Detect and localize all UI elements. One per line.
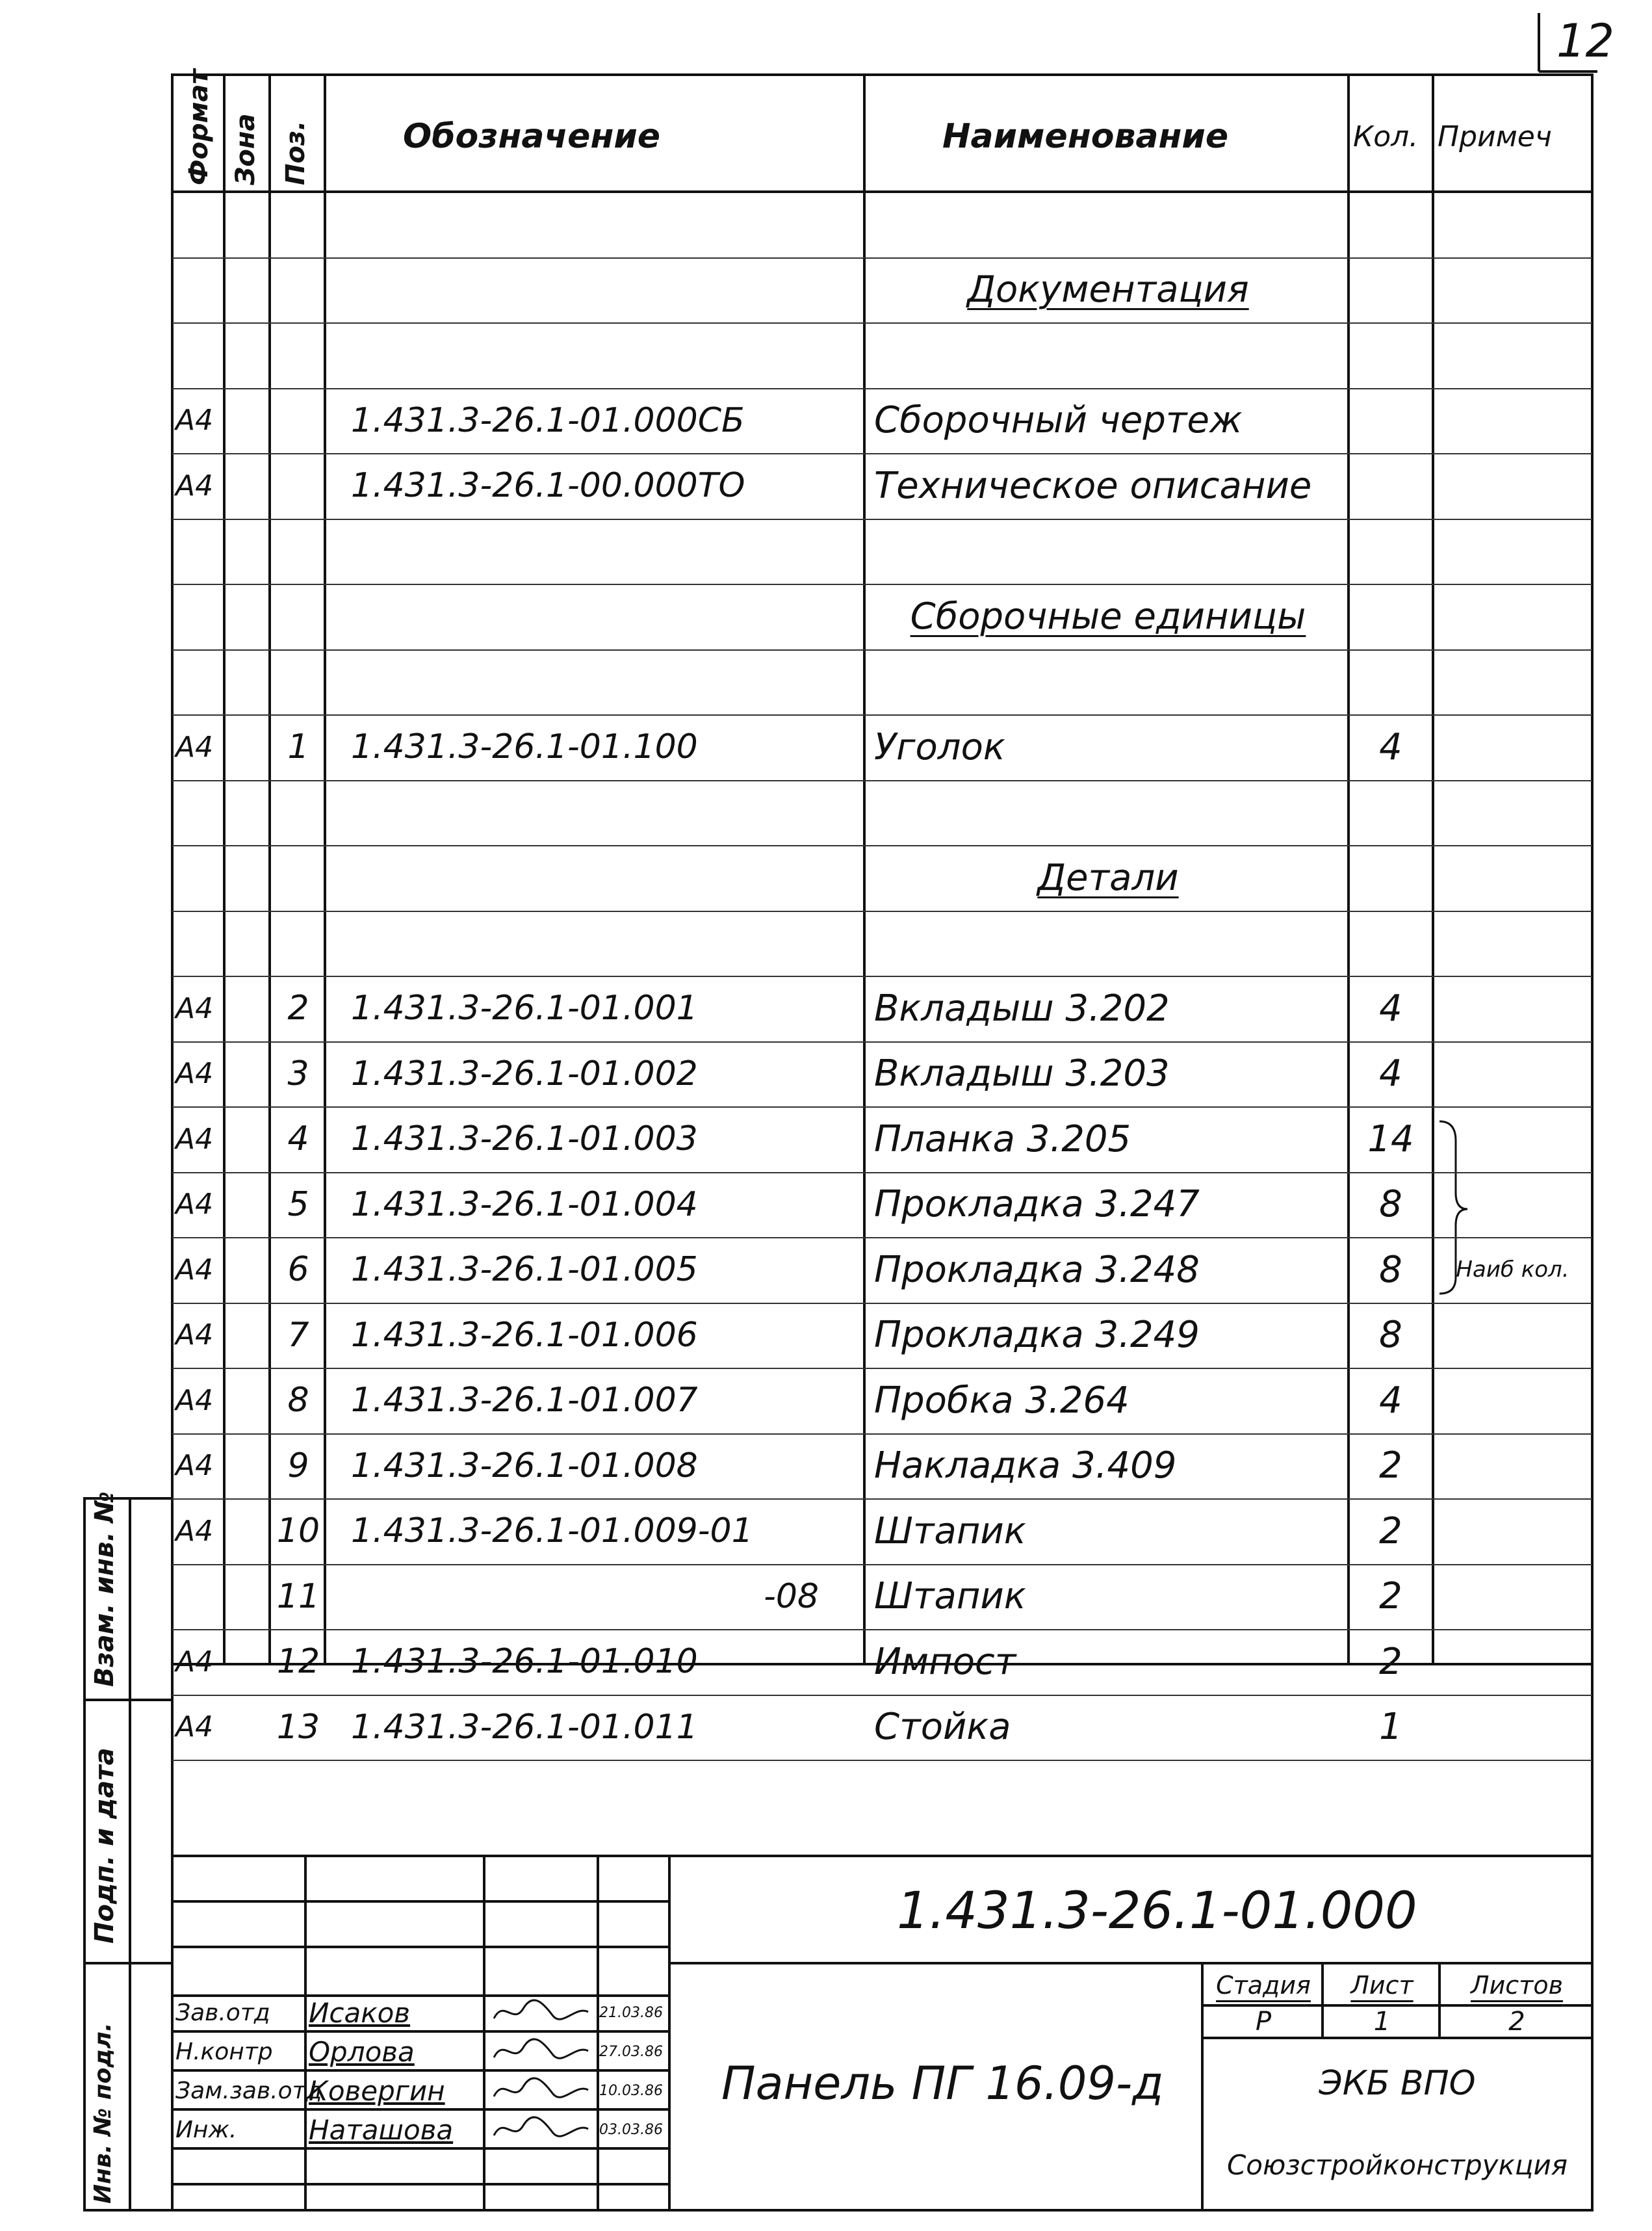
- stage-value: Р: [1255, 2007, 1272, 2037]
- cell-format: [175, 649, 222, 715]
- cell-designation: 1.431.3-26.1-01.006: [351, 1315, 698, 1355]
- cell-pos: 9: [287, 1446, 309, 1485]
- cell-format: [175, 845, 222, 911]
- cell-name: Сборочные единицы: [910, 595, 1306, 638]
- cell-format: [175, 1564, 222, 1630]
- cell-format: А4: [175, 469, 214, 502]
- cell-designation: [351, 845, 858, 911]
- cell-name: Сборочный чертеж: [874, 399, 1243, 442]
- cell-note: [1436, 911, 1589, 976]
- approver-name: Орлова: [309, 2035, 415, 2068]
- cell-zone: [227, 192, 268, 257]
- cell-designation: 1.431.3-26.1-01.001: [351, 989, 698, 1028]
- cell-name: [874, 322, 1342, 388]
- cell-note: [1436, 1433, 1589, 1499]
- cell-qty: [1352, 257, 1430, 323]
- approver-role: Зам.зав.отд: [175, 2077, 322, 2104]
- side-stamp-inv-dup: Взам. инв. №: [90, 1491, 120, 1687]
- cell-zone: [227, 584, 268, 649]
- cell-pos: 1: [287, 727, 309, 767]
- org-line-2: Союзстройконструкция: [1226, 2148, 1568, 2181]
- header-zone: Зона: [231, 113, 261, 185]
- sheets-value: 2: [1508, 2007, 1525, 2037]
- cell-zone: [227, 1172, 268, 1238]
- cell-note: [1436, 1564, 1589, 1630]
- cell-format: А4: [175, 991, 214, 1025]
- cell-pos: 3: [287, 1054, 309, 1093]
- cell-qty: [1352, 453, 1430, 519]
- cell-pos: [273, 519, 324, 584]
- cell-designation: [351, 780, 858, 846]
- side-stamp-sign-date: Подп. и дата: [90, 1747, 120, 1944]
- cell-zone: [227, 1498, 268, 1564]
- cell-zone: [227, 1041, 268, 1107]
- cell-qty: [1352, 911, 1430, 976]
- cell-zone: [227, 1106, 268, 1172]
- cell-zone: [227, 322, 268, 388]
- cell-note: [1436, 257, 1589, 323]
- cell-qty: [1352, 649, 1430, 715]
- approval-date: 21.03.86: [599, 2004, 663, 2021]
- cell-note: [1436, 976, 1589, 1041]
- cell-name: Прокладка 3.247: [874, 1183, 1200, 1226]
- cell-designation: 1.431.3-26.1-01.011: [351, 1707, 698, 1747]
- approver-name: Наташова: [309, 2113, 454, 2146]
- cell-pos: 8: [287, 1381, 309, 1420]
- cell-qty: 8: [1379, 1314, 1402, 1357]
- cell-format: А4: [175, 1057, 214, 1091]
- cell-zone: [227, 976, 268, 1041]
- cell-name: [874, 911, 1342, 976]
- cell-note: [1436, 1303, 1589, 1368]
- approval-date: 27.03.86: [599, 2043, 663, 2060]
- cell-designation: 1.431.3-26.1-01.000СБ: [351, 400, 745, 440]
- cell-note: [1436, 1629, 1589, 1695]
- header-qty: Кол.: [1353, 120, 1419, 153]
- cell-note: [1436, 584, 1589, 649]
- signature-mark: [491, 1996, 595, 2028]
- cell-designation: [351, 192, 858, 257]
- cell-pos: [273, 584, 324, 649]
- cell-note: [1436, 322, 1589, 388]
- signature-mark: [491, 2074, 595, 2106]
- cell-note: [1436, 388, 1589, 454]
- sheet-value: 1: [1373, 2007, 1391, 2037]
- cell-name: Вкладыш 3.202: [874, 987, 1170, 1030]
- cell-name: Техническое описание: [874, 464, 1312, 507]
- cell-name: [874, 192, 1342, 257]
- cell-qty: 1: [1379, 1706, 1402, 1749]
- header-designation: Обозначение: [403, 117, 661, 156]
- cell-name: Стойка: [874, 1706, 1011, 1749]
- cell-name: [874, 649, 1342, 715]
- cell-name: Планка 3.205: [874, 1117, 1131, 1160]
- header-pos: Поз.: [281, 120, 311, 185]
- cell-qty: [1352, 322, 1430, 388]
- header-name: Наименование: [942, 117, 1229, 156]
- cell-pos: 4: [287, 1119, 309, 1159]
- cell-qty: [1352, 519, 1430, 584]
- cell-pos: [273, 192, 324, 257]
- cell-name: Прокладка 3.248: [874, 1248, 1200, 1291]
- cell-pos: 2: [287, 989, 309, 1028]
- cell-pos: [273, 649, 324, 715]
- cell-designation: [351, 584, 858, 649]
- cell-format: А4: [175, 404, 214, 437]
- cell-zone: [227, 1303, 268, 1368]
- cell-designation: 1.431.3-26.1-01.003: [351, 1119, 698, 1159]
- cell-qty: 8: [1379, 1183, 1402, 1226]
- stage-label: Стадия: [1216, 1971, 1311, 2000]
- cell-qty: [1352, 780, 1430, 846]
- cell-designation: 1.431.3-26.1-01.100: [351, 727, 698, 767]
- approver-name: Ковергин: [309, 2074, 445, 2107]
- cell-qty: [1352, 388, 1430, 454]
- cell-pos: [273, 388, 324, 454]
- cell-format: А4: [175, 1710, 214, 1744]
- approval-date: 03.03.86: [599, 2121, 663, 2138]
- org-line-1: ЭКБ ВПО: [1319, 2064, 1476, 2103]
- approver-name: Исаков: [309, 1996, 411, 2029]
- cell-pos: 13: [276, 1707, 320, 1747]
- cell-note: Наиб кол.: [1456, 1257, 1569, 1283]
- cell-pos: [273, 453, 324, 519]
- side-stamp-inv-orig: Инв. № подл.: [90, 2022, 116, 2204]
- sheet-label: Лист: [1350, 1971, 1413, 2000]
- cell-note: [1436, 192, 1589, 257]
- cell-qty: 8: [1379, 1248, 1402, 1291]
- cell-name: Уголок: [874, 725, 1005, 768]
- cell-qty: 4: [1379, 1052, 1402, 1095]
- cell-pos: 10: [276, 1511, 320, 1551]
- cell-qty: 2: [1379, 1640, 1402, 1683]
- cell-name: Накладка 3.409: [874, 1444, 1177, 1487]
- cell-format: А4: [175, 1253, 214, 1286]
- cell-designation: 1.431.3-26.1-01.002: [351, 1054, 698, 1093]
- cell-zone: [227, 1695, 268, 1760]
- cell-designation: [351, 519, 858, 584]
- cell-name: [874, 519, 1342, 584]
- cell-format: [175, 911, 222, 976]
- cell-name: Вкладыш 3.203: [874, 1052, 1170, 1095]
- product-name: Панель ПГ 16.09-д: [721, 2057, 1164, 2110]
- cell-pos: 7: [287, 1315, 309, 1355]
- cell-designation: [351, 257, 858, 323]
- cell-designation: -08: [764, 1576, 819, 1616]
- cell-zone: [227, 388, 268, 454]
- cell-designation: [351, 911, 858, 976]
- cell-designation: [351, 322, 858, 388]
- cell-note: [1436, 845, 1589, 911]
- cell-pos: [273, 257, 324, 323]
- cell-format: [175, 780, 222, 846]
- cell-zone: [227, 845, 268, 911]
- signature-mark: [491, 2113, 595, 2145]
- cell-designation: 1.431.3-26.1-01.010: [351, 1642, 698, 1682]
- cell-designation: 1.431.3-26.1-01.009-01: [351, 1511, 753, 1551]
- approver-role: Зав.отд: [175, 1999, 270, 2026]
- cell-pos: 11: [276, 1576, 320, 1616]
- cell-format: А4: [175, 730, 214, 764]
- cell-zone: [227, 1368, 268, 1433]
- cell-note: [1436, 1041, 1589, 1107]
- cell-qty: [1352, 192, 1430, 257]
- cell-note: [1436, 1172, 1589, 1238]
- approver-role: Инж.: [175, 2116, 237, 2143]
- cell-note: [1436, 649, 1589, 715]
- cell-format: А4: [175, 1318, 214, 1352]
- cell-name: Пробка 3.264: [874, 1379, 1129, 1422]
- cell-format: [175, 257, 222, 323]
- cell-note: [1436, 1695, 1589, 1760]
- cell-qty: 2: [1379, 1575, 1402, 1618]
- cell-zone: [227, 1237, 268, 1303]
- cell-note: [1436, 519, 1589, 584]
- cell-name: Штапик: [874, 1509, 1026, 1552]
- cell-qty: [1352, 845, 1430, 911]
- cell-pos: [273, 845, 324, 911]
- cell-name: Импост: [874, 1640, 1016, 1683]
- cell-pos: 12: [276, 1642, 320, 1682]
- cell-designation: 1.431.3-26.1-01.008: [351, 1446, 698, 1485]
- cell-qty: 4: [1379, 1379, 1402, 1422]
- cell-designation: 1.431.3-26.1-01.004: [351, 1184, 698, 1224]
- cell-zone: [227, 911, 268, 976]
- cell-zone: [227, 714, 268, 780]
- cell-zone: [227, 649, 268, 715]
- cell-note: [1436, 1368, 1589, 1433]
- cell-format: А4: [175, 1645, 214, 1678]
- cell-format: [175, 584, 222, 649]
- cell-pos: [273, 780, 324, 846]
- cell-zone: [227, 453, 268, 519]
- cell-name: Прокладка 3.249: [874, 1314, 1200, 1357]
- cell-zone: [227, 780, 268, 846]
- cell-name: Детали: [1037, 856, 1179, 899]
- cell-designation: 1.431.3-26.1-01.005: [351, 1250, 698, 1290]
- cell-zone: [227, 1629, 268, 1695]
- cell-name: Документация: [967, 268, 1249, 311]
- cell-format: А4: [175, 1383, 214, 1417]
- cell-pos: 5: [287, 1184, 309, 1224]
- cell-name: [874, 780, 1342, 846]
- cell-zone: [227, 1433, 268, 1499]
- cell-designation: 1.431.3-26.1-01.007: [351, 1381, 698, 1420]
- cell-zone: [227, 257, 268, 323]
- cell-qty: [1352, 584, 1430, 649]
- cell-qty: 14: [1367, 1117, 1414, 1160]
- cell-qty: 4: [1379, 987, 1402, 1030]
- header-format: Формат: [184, 69, 214, 185]
- cell-designation: [351, 649, 858, 715]
- cell-qty: 2: [1379, 1444, 1402, 1487]
- cell-name: Штапик: [874, 1575, 1026, 1618]
- header-note: Примеч: [1438, 120, 1552, 153]
- approver-role: Н.контр: [175, 2038, 273, 2065]
- cell-zone: [227, 519, 268, 584]
- cell-note: [1436, 780, 1589, 846]
- cell-format: [175, 322, 222, 388]
- cell-pos: 6: [287, 1250, 309, 1290]
- cell-qty: 2: [1379, 1509, 1402, 1552]
- row-divider: [172, 1760, 1592, 1761]
- cell-format: А4: [175, 1122, 214, 1156]
- cell-format: [175, 519, 222, 584]
- document-code: 1.431.3-26.1-01.000: [897, 1882, 1417, 1940]
- cell-format: А4: [175, 1188, 214, 1221]
- cell-designation: 1.431.3-26.1-00.000ТО: [351, 466, 745, 506]
- signature-mark: [491, 2035, 595, 2067]
- cell-note: [1436, 1498, 1589, 1564]
- cell-format: [175, 192, 222, 257]
- cell-pos: [273, 322, 324, 388]
- cell-qty: 4: [1379, 725, 1402, 768]
- cell-pos: [273, 911, 324, 976]
- sheet-number: 12: [1556, 14, 1615, 68]
- cell-format: А4: [175, 1449, 214, 1483]
- sheets-label: Листов: [1471, 1971, 1563, 2000]
- cell-format: А4: [175, 1514, 214, 1548]
- approval-date: 10.03.86: [599, 2082, 663, 2099]
- cell-note: [1436, 1106, 1589, 1172]
- cell-zone: [227, 1564, 268, 1630]
- cell-note: [1436, 714, 1589, 780]
- cell-note: [1436, 453, 1589, 519]
